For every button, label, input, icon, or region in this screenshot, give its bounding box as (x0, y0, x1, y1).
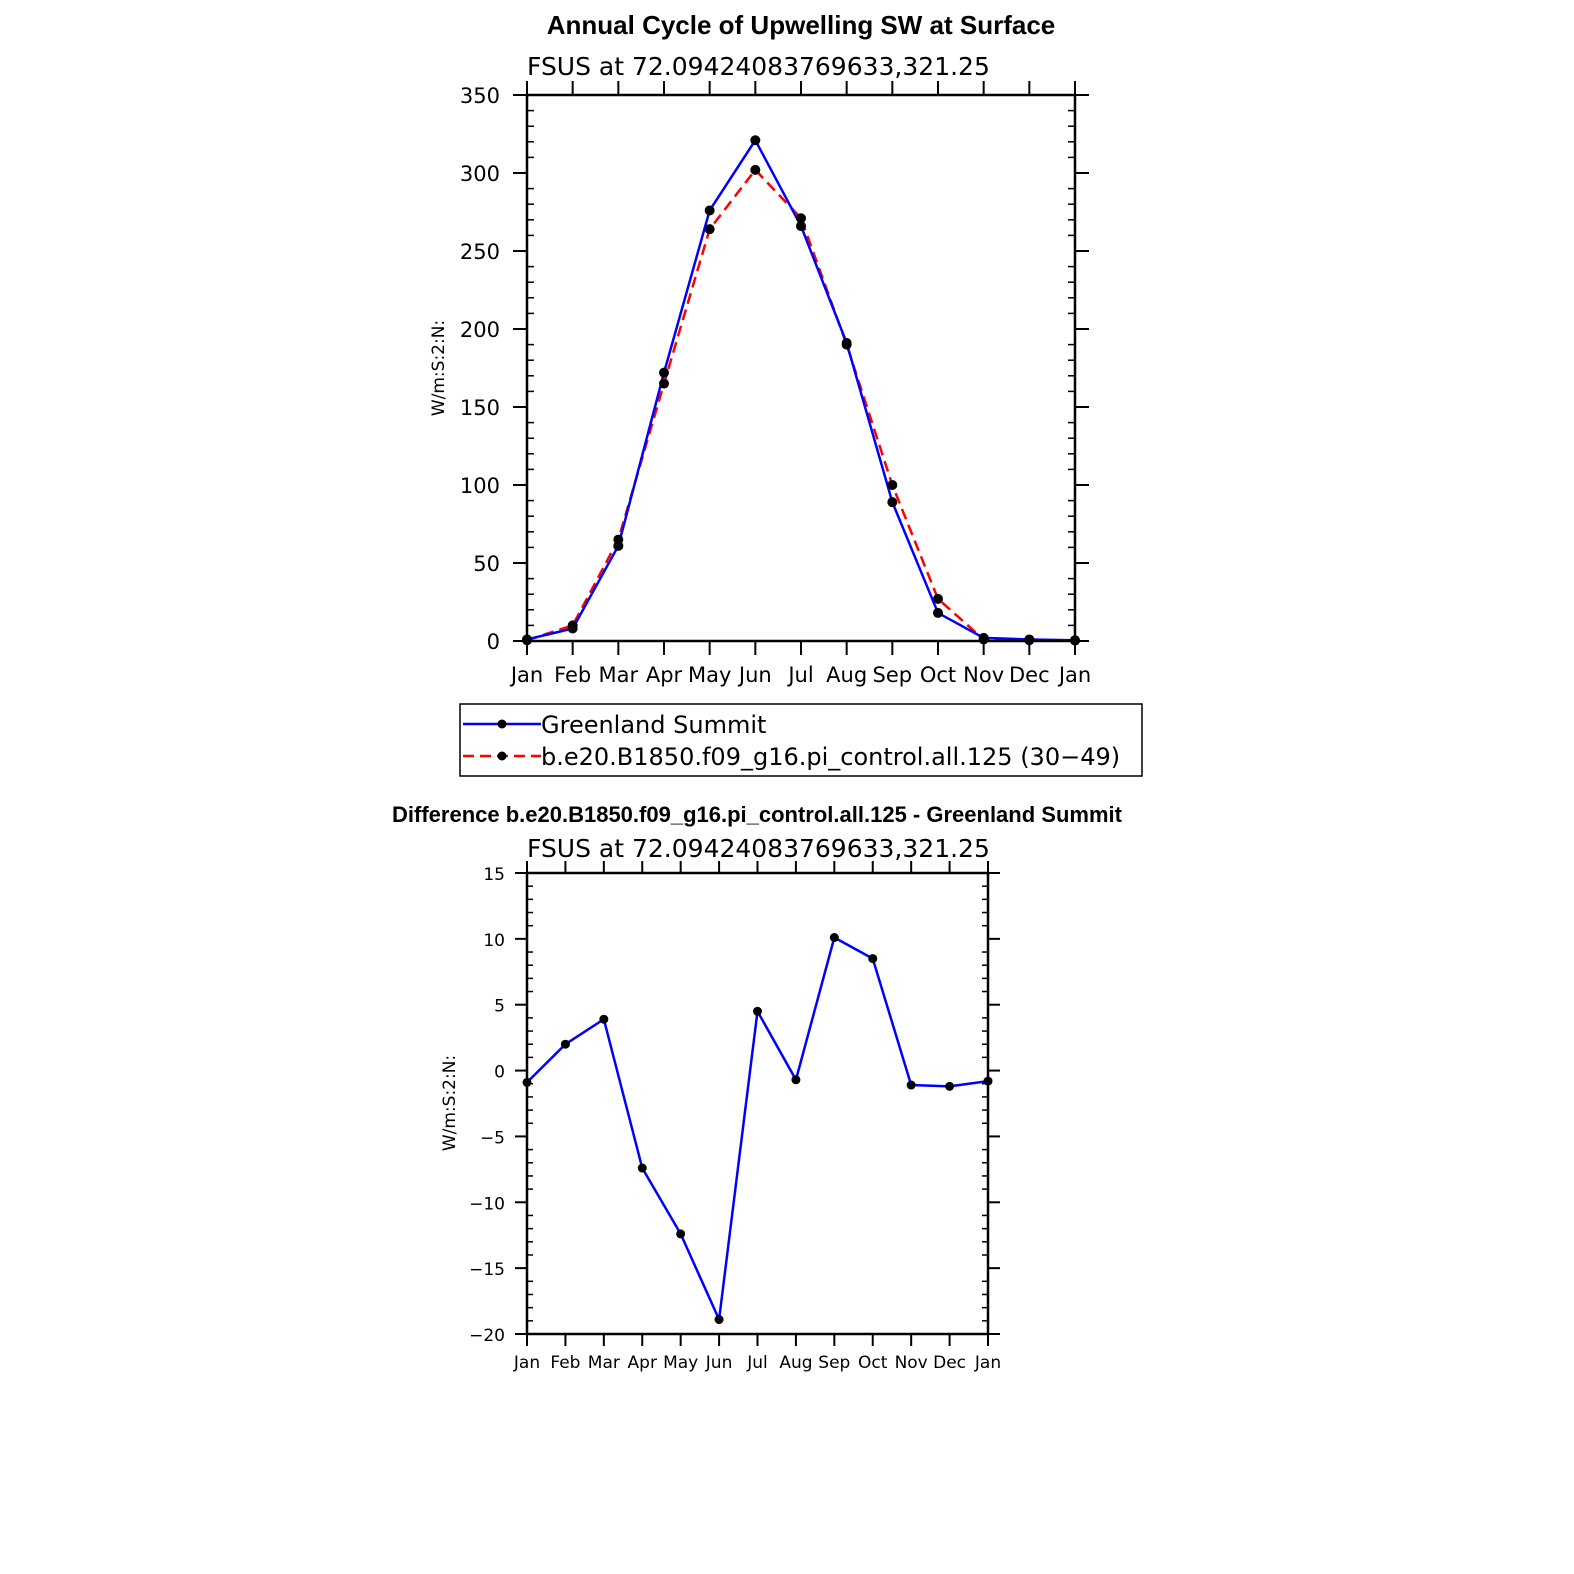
x-tick-label: Oct (858, 1353, 888, 1373)
y-tick-label: −10 (469, 1194, 505, 1215)
chart1-marks (522, 135, 1080, 645)
x-tick-label: Jan (513, 1353, 541, 1373)
legend-marker-greenland-summit (498, 720, 507, 729)
data-point (887, 497, 897, 507)
data-point (887, 480, 897, 490)
x-tick-label: Oct (919, 663, 957, 687)
data-point (750, 165, 760, 175)
y-tick-label: 350 (459, 84, 500, 108)
legend-marker-model (498, 752, 507, 761)
x-tick-label: Dec (933, 1353, 967, 1373)
chart2-plot-frame (527, 873, 988, 1334)
data-point (753, 1007, 762, 1016)
data-point (933, 594, 943, 604)
x-tick-label: Jan (1058, 663, 1092, 687)
x-tick-label: Mar (587, 1353, 620, 1373)
chart1-title: Annual Cycle of Upwelling SW at Surface (546, 10, 1056, 40)
y-tick-label: 5 (494, 996, 505, 1017)
x-tick-label: Jul (788, 663, 814, 687)
data-point (638, 1164, 647, 1173)
data-point (1024, 634, 1034, 644)
data-point (945, 1082, 954, 1091)
y-tick-label: 150 (459, 396, 500, 420)
x-tick-label: Apr (645, 663, 683, 687)
data-point (796, 221, 806, 231)
x-tick-label: Sep (872, 663, 913, 687)
y-tick-label: 15 (483, 865, 505, 885)
x-tick-label: Aug (779, 1353, 813, 1373)
data-point (705, 224, 715, 234)
chart2-subtitle: FSUS at 72.09424083769633,321.25 (527, 834, 990, 863)
x-tick-label: Jan (510, 663, 544, 687)
data-point (659, 368, 669, 378)
data-point (676, 1229, 685, 1238)
data-point (705, 205, 715, 215)
data-point (715, 1315, 724, 1324)
data-point (791, 1075, 800, 1084)
y-tick-label: 200 (459, 318, 500, 342)
chart1-y-axis-label: W/m:S:2:N: (429, 319, 449, 417)
x-tick-label: Sep (818, 1353, 851, 1373)
data-point (830, 933, 839, 942)
x-tick-label: Mar (598, 663, 639, 687)
chart2-ticks (469, 861, 1001, 1373)
y-tick-label: 0 (494, 1062, 505, 1083)
data-point (842, 338, 852, 348)
y-tick-label: 10 (483, 930, 505, 951)
legend-label-greenland-summit: Greenland Summit (541, 711, 767, 739)
chart1-subtitle: FSUS at 72.09424083769633,321.25 (527, 52, 990, 81)
legend-label-model: b.e20.B1850.f09_g16.pi_control.all.125 (30−49) (541, 743, 1121, 771)
data-point (599, 1015, 608, 1024)
x-tick-label: Jun (738, 663, 772, 687)
y-tick-label: 250 (459, 240, 500, 264)
data-point (613, 541, 623, 551)
data-point (561, 1040, 570, 1049)
chart2-title: Difference b.e20.B1850.f09_g16.pi_control.all.125 - Greenland Summit (392, 802, 1122, 827)
x-tick-label: Nov (963, 663, 1005, 687)
y-tick-label: −20 (469, 1326, 505, 1346)
data-point (568, 624, 578, 634)
data-point (907, 1081, 916, 1090)
data-point (750, 135, 760, 145)
data-point (868, 954, 877, 963)
series-line-b-e20-b1850-f09-g16-pi-control-all-125-30-49 (527, 170, 1075, 641)
x-tick-label: Jan (974, 1353, 1002, 1373)
chart2-marks (523, 933, 993, 1324)
x-tick-label: Feb (554, 663, 592, 687)
x-tick-label: Nov (894, 1353, 928, 1373)
x-tick-label: May (663, 1353, 699, 1373)
y-tick-label: 50 (473, 552, 500, 576)
data-point (933, 608, 943, 618)
x-tick-label: Jul (747, 1353, 768, 1373)
y-tick-label: −5 (479, 1128, 505, 1149)
data-point (659, 379, 669, 389)
x-tick-label: Feb (550, 1353, 581, 1373)
x-tick-label: Jun (705, 1353, 733, 1373)
chart1-ticks (460, 81, 1091, 687)
x-tick-label: Dec (1009, 663, 1050, 687)
y-tick-label: 0 (486, 630, 500, 654)
y-tick-label: 300 (459, 162, 500, 186)
x-tick-label: Apr (627, 1353, 657, 1373)
y-tick-label: 100 (459, 474, 500, 498)
difference-chart (392, 802, 1123, 1373)
series-line-difference (527, 938, 988, 1320)
x-tick-label: May (687, 663, 732, 687)
legend (460, 704, 1142, 776)
chart2-y-axis-label: W/m:S:2:N: (440, 1054, 460, 1152)
x-tick-label: Aug (826, 663, 868, 687)
annual-cycle-chart (429, 10, 1091, 687)
y-tick-label: −15 (469, 1260, 505, 1281)
